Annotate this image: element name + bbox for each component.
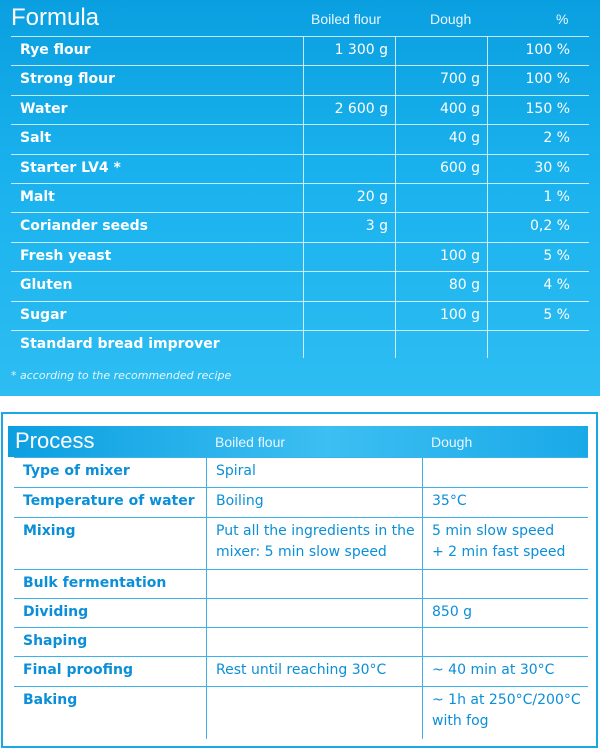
ingredient-name: Gluten xyxy=(20,277,73,294)
step-name: Bulk fermentation xyxy=(23,575,167,591)
column-header-boiled-flour: Boiled flour xyxy=(311,11,382,27)
formula-row xyxy=(0,124,600,153)
baker-percentage: 1 % xyxy=(543,189,570,205)
boiled-flour-instruction: Boiling xyxy=(216,493,264,509)
process-title: Process xyxy=(15,428,95,453)
ingredient-name: Salt xyxy=(20,130,52,147)
boiled-flour-instruction: Spiral xyxy=(216,463,256,479)
baker-percentage: 5 % xyxy=(543,306,570,323)
boiled-flour-amount: 3 g xyxy=(365,218,388,235)
ingredient-name: Coriander seeds xyxy=(20,218,148,235)
baker-percentage: 2 % xyxy=(543,130,570,147)
formula-row xyxy=(0,242,600,271)
column-divider xyxy=(206,457,207,739)
boiled-flour-amount: 2 600 g xyxy=(334,100,388,117)
baker-percentage: 0,2 % xyxy=(529,218,570,235)
formula-row xyxy=(0,212,600,241)
boiled-flour-amount: 20 g xyxy=(356,189,388,205)
column-divider xyxy=(422,457,423,739)
column-divider xyxy=(303,36,304,358)
column-divider xyxy=(395,36,396,358)
process-panel xyxy=(1,412,598,748)
formula-row xyxy=(0,36,600,65)
row-divider xyxy=(14,457,588,458)
step-name: Final proofing xyxy=(23,662,133,678)
formula-row xyxy=(0,330,600,359)
step-name: Temperature of water xyxy=(23,493,195,509)
formula-row xyxy=(0,95,600,124)
formula-footnote: * according to the recommended recipe xyxy=(11,369,232,382)
formula-row xyxy=(0,154,600,183)
ingredient-name: Strong flour xyxy=(20,71,116,88)
dough-amount: 600 g xyxy=(439,159,480,176)
row-divider xyxy=(14,517,588,518)
row-divider xyxy=(14,598,588,599)
dough-instruction: 5 min slow speed xyxy=(432,523,555,539)
process-header xyxy=(8,426,588,457)
ingredient-name: Fresh yeast xyxy=(20,247,112,264)
row-divider xyxy=(14,487,588,488)
formula-row xyxy=(0,65,600,94)
row-divider xyxy=(14,569,588,570)
baker-percentage: 100 % xyxy=(525,71,570,88)
baker-percentage: 30 % xyxy=(534,159,570,176)
dough-instruction: 850 g xyxy=(432,604,473,620)
row-divider xyxy=(14,686,588,687)
step-name: Shaping xyxy=(23,633,88,649)
ingredient-name: Malt xyxy=(20,189,55,205)
step-name: Dividing xyxy=(23,604,89,620)
step-name: Mixing xyxy=(23,523,76,539)
baker-percentage: 5 % xyxy=(543,247,570,264)
dough-amount: 100 g xyxy=(439,306,480,323)
dough-amount: 40 g xyxy=(448,130,480,147)
dough-amount: 80 g xyxy=(448,277,480,294)
dough-amount: 700 g xyxy=(439,71,480,88)
dough-instruction: ~ 40 min at 30°C xyxy=(432,662,555,678)
boiled-flour-amount: 1 300 g xyxy=(334,42,388,58)
step-name: Baking xyxy=(23,692,78,708)
formula-row xyxy=(0,301,600,330)
dough-instruction: ~ 1h at 250°C/200°C xyxy=(432,692,581,708)
baker-percentage: 150 % xyxy=(525,100,570,117)
step-name: Type of mixer xyxy=(23,463,130,479)
boiled-flour-instruction: mixer: 5 min slow speed xyxy=(216,544,387,560)
column-header-boiled-flour: Boiled flour xyxy=(215,434,286,450)
formula-header xyxy=(0,0,600,38)
column-header-dough: Dough xyxy=(431,434,473,450)
boiled-flour-instruction: Rest until reaching 30°C xyxy=(216,662,387,678)
ingredient-name: Water xyxy=(20,100,68,117)
baker-percentage: 100 % xyxy=(525,42,570,58)
ingredient-name: Rye flour xyxy=(20,42,91,58)
formula-row xyxy=(0,183,600,212)
ingredient-name: Sugar xyxy=(20,306,67,323)
row-divider xyxy=(14,627,588,628)
ingredient-name: Standard bread improver xyxy=(20,336,220,352)
column-divider xyxy=(487,36,488,358)
dough-amount: 400 g xyxy=(439,100,480,117)
dough-instruction: 35°C xyxy=(432,493,467,509)
ingredient-name: Starter LV4 * xyxy=(20,159,121,176)
dough-amount: 100 g xyxy=(439,247,480,264)
formula-title: Formula xyxy=(11,4,100,31)
column-header-dough: Dough xyxy=(430,11,472,27)
row-divider xyxy=(14,656,588,657)
baker-percentage: 4 % xyxy=(543,277,570,294)
dough-instruction: with fog xyxy=(432,713,489,729)
column-header-percent: % xyxy=(556,11,569,27)
dough-instruction: + 2 min fast speed xyxy=(432,544,566,560)
boiled-flour-instruction: Put all the ingredients in the xyxy=(216,523,415,539)
formula-row xyxy=(0,271,600,300)
